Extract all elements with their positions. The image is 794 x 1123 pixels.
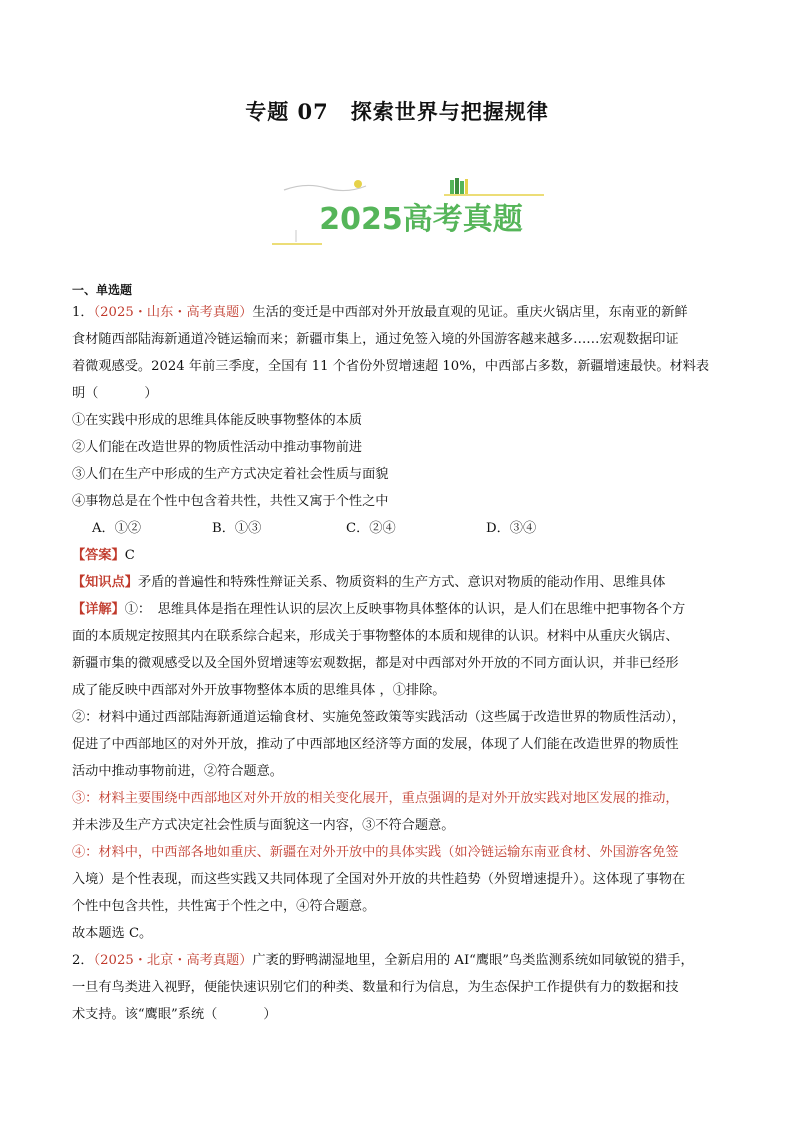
- option-d: D．③④: [486, 521, 537, 536]
- detail-paragraph-4: [72, 839, 734, 920]
- stem-line: 食材随西部陆海新通道冷链运输而来；新疆市集上，通过免签入境的外国游客越来越多……宏观数据印证: [72, 332, 679, 347]
- detail-line: 面的本质规定按照其内在联系综合起来，形成关于事物整体的本质和规律的认识。材料中从重庆火锅店、: [72, 629, 679, 644]
- answer-options: [72, 515, 734, 542]
- answer-label: 【答案】: [72, 548, 125, 563]
- detail-line: 成了能反映中西部对外开放事物整体本质的思维具体 ，①排除。: [72, 683, 446, 698]
- answer-line: [72, 542, 734, 569]
- stem-line: 一旦有鸟类进入视野，便能快速识别它们的种类、数量和行为信息，为生态保护工作提供有力的数据和技: [72, 980, 679, 995]
- answer-value: C: [124, 548, 135, 563]
- detail-paragraph-1: [72, 596, 734, 704]
- stem-line: 广袤的野鸭湖湿地里，全新启用的 AI“鹰眼”鸟类监测系统如同敏锐的猎手，: [252, 953, 694, 968]
- knowledge-point-text: 矛盾的普遍性和特殊性辩证关系、物质资料的生产方式、意识对物质的能动作用、思维具体: [137, 575, 666, 590]
- stem-line: 着微观感受。2024 年前三季度，全国有 11 个省份外贸增速超 10%，中西部占多数，新疆增速最快。材料表: [72, 359, 710, 374]
- option-c: C．②④: [346, 521, 396, 536]
- statement-item: ③人们在生产中形成的生产方式决定着社会性质与面貌: [72, 467, 389, 482]
- statement-item: ①在实践中形成的思维具体能反映事物整体的本质: [72, 413, 363, 428]
- detail-line: 活动中推动事物前进，②符合题意。: [72, 764, 283, 779]
- exam-banner: [266, 174, 556, 254]
- question-1-stem: [72, 299, 734, 407]
- question-content: [72, 281, 734, 1028]
- detail-line: 入境）是个性表现，而这些实践又共同体现了全国对外开放的共性趋势（外贸增速提升）。这体现了事物在: [72, 872, 686, 887]
- detail-line: ①： 思维具体是指在理性认识的层次上反映事物具体整体的认识，是人们在思维中把事物各个方: [124, 602, 686, 617]
- stem-line-end: ）: [263, 1007, 277, 1022]
- stem-line: 术支持。该“鹰眼”系统（: [72, 1007, 218, 1022]
- detail-paragraph-2: [72, 704, 734, 785]
- detail-line: 促进了中西部地区的对外开放，推动了中西部地区经济等方面的发展，体现了人们能在改造世界的物质性: [72, 737, 679, 752]
- stem-line: 生活的变迁是中西部对外开放最直观的见证。重庆火锅店里，东南亚的新鲜: [252, 305, 688, 320]
- banner-title: 2025高考真题: [319, 202, 523, 237]
- statement-item: ④事物总是在个性中包含着共性，共性又寓于个性之中: [72, 494, 389, 509]
- question-source: （2025・北京・高考真题）: [93, 953, 253, 968]
- stem-line-end: ）: [144, 386, 158, 401]
- detail-line: ②：材料中通过西部陆海新通道运输食材、实施免签政策等实践活动（这些属于改造世界的物质性活动），: [72, 710, 686, 725]
- detail-line: 新疆市集的微观感受以及全国外贸增速等宏观数据，都是对中西部对外开放的不同方面认识，并非已经形: [72, 656, 679, 671]
- knowledge-point-label: 【知识点】: [72, 575, 138, 590]
- detail-line: 并未涉及生产方式决定社会性质与面貌这一内容，③不符合题意。: [72, 818, 455, 833]
- detail-line: ④：材料中，中西部各地如重庆、新疆在对外开放中的具体实践（如冷链运输东南亚食材、外国游客免签: [72, 845, 679, 860]
- statement-item: ②人们能在改造世界的物质性活动中推动事物前进: [72, 440, 363, 455]
- detail-line: 个性中包含共性，共性寓于个性之中，④符合题意。: [72, 899, 376, 914]
- detail-line: ③：材料主要围绕中西部地区对外开放的相关变化展开，重点强调的是对外开放实践对地区发展的推动，: [72, 791, 679, 806]
- question-number: 1．: [72, 305, 94, 320]
- option-a: A．①②: [92, 521, 142, 536]
- option-b: B．①③: [212, 521, 262, 536]
- detail-paragraph-3: [72, 785, 734, 839]
- knowledge-point-line: [72, 569, 734, 596]
- page-title: 专题 07 探索世界与把握规律: [245, 99, 549, 124]
- question-source: （2025・山东・高考真题）: [93, 305, 253, 320]
- question-2-stem: [72, 947, 734, 1028]
- question-number: 2．: [72, 953, 94, 968]
- stem-line: 明（: [72, 386, 99, 401]
- conclusion: 故本题选 C。: [72, 926, 153, 941]
- detail-label: 【详解】: [72, 602, 125, 617]
- section-heading: 一、单选题: [72, 283, 133, 297]
